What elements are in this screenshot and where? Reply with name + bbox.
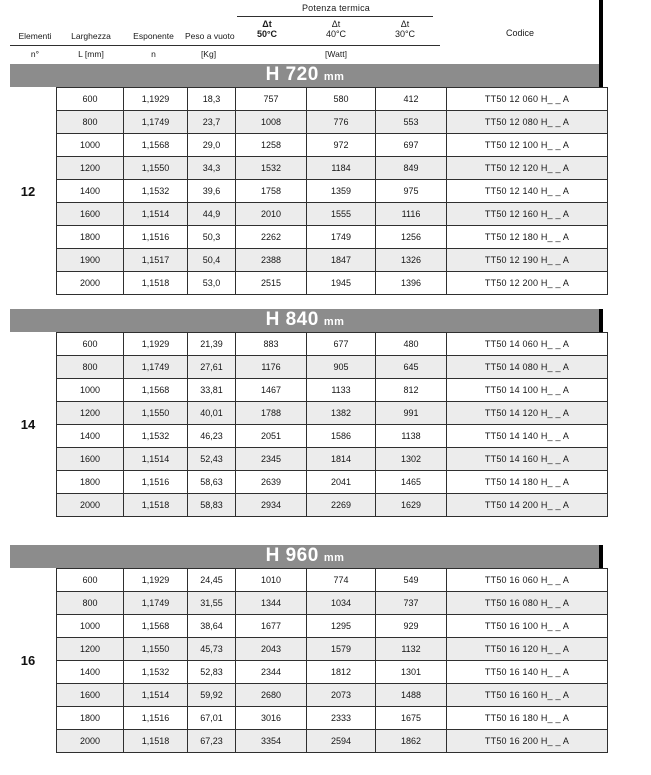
cell-esponente: 1,1516	[124, 226, 188, 249]
cell-codice: TT50 16 100 H_ _ A	[447, 615, 608, 638]
height-section	[0, 545, 651, 753]
cell-peso: 52,43	[188, 448, 236, 471]
cell-watt-50: 1788	[236, 402, 307, 425]
cell-esponente: 1,1550	[124, 402, 188, 425]
cell-peso: 18,3	[188, 88, 236, 111]
cell-codice: TT50 14 120 H_ _ A	[447, 402, 608, 425]
cell-peso: 58,83	[188, 494, 236, 517]
cell-esponente: 1,1517	[124, 249, 188, 272]
sections-container	[0, 64, 651, 753]
cell-peso: 21,39	[188, 333, 236, 356]
cell-larghezza: 1200	[57, 638, 124, 661]
edge-mark	[599, 545, 603, 568]
cell-watt-30: 1629	[376, 494, 447, 517]
table-row	[57, 226, 608, 249]
cell-peso: 40,01	[188, 402, 236, 425]
cell-codice: TT50 12 180 H_ _ A	[447, 226, 608, 249]
cell-codice: TT50 12 140 H_ _ A	[447, 180, 608, 203]
cell-larghezza: 1800	[57, 471, 124, 494]
cell-peso: 39,6	[188, 180, 236, 203]
cell-esponente: 1,1518	[124, 730, 188, 753]
cell-esponente: 1,1550	[124, 638, 188, 661]
cell-codice: TT50 14 180 H_ _ A	[447, 471, 608, 494]
cell-codice: TT50 16 080 H_ _ A	[447, 592, 608, 615]
cell-watt-40: 1555	[307, 203, 376, 226]
group-header-underline	[237, 16, 433, 17]
cell-larghezza: 1900	[57, 249, 124, 272]
column-header-dt30	[370, 19, 440, 39]
table-row	[57, 425, 608, 448]
cell-watt-50: 2262	[236, 226, 307, 249]
cell-esponente: 1,1749	[124, 111, 188, 134]
cell-watt-50: 2043	[236, 638, 307, 661]
cell-watt-40: 1184	[307, 157, 376, 180]
cell-watt-40: 2333	[307, 707, 376, 730]
table-row	[57, 448, 608, 471]
table-row	[57, 569, 608, 592]
cell-watt-40: 1359	[307, 180, 376, 203]
cell-larghezza: 600	[57, 88, 124, 111]
cell-watt-30: 975	[376, 180, 447, 203]
cell-watt-30: 929	[376, 615, 447, 638]
cell-watt-40: 1579	[307, 638, 376, 661]
table-row	[57, 134, 608, 157]
table-row	[57, 494, 608, 517]
dt30-value: 30°C	[394, 29, 416, 39]
column-unit-peso: [Kg]	[200, 49, 217, 59]
cell-peso: 34,3	[188, 157, 236, 180]
section-body	[0, 332, 651, 517]
cell-esponente: 1,1568	[124, 615, 188, 638]
cell-watt-50: 3016	[236, 707, 307, 730]
table-row	[57, 684, 608, 707]
cell-watt-50: 1008	[236, 111, 307, 134]
cell-codice: TT50 12 120 H_ _ A	[447, 157, 608, 180]
cell-codice: TT50 14 060 H_ _ A	[447, 333, 608, 356]
cell-peso: 23,7	[188, 111, 236, 134]
elements-count: 16	[20, 653, 36, 668]
cell-larghezza: 1000	[57, 379, 124, 402]
table-row	[57, 180, 608, 203]
cell-larghezza: 2000	[57, 272, 124, 295]
cell-watt-40: 2073	[307, 684, 376, 707]
cell-watt-50: 2051	[236, 425, 307, 448]
column-header-elementi: Elementi	[18, 31, 52, 41]
cell-codice: TT50 14 080 H_ _ A	[447, 356, 608, 379]
table-row	[57, 88, 608, 111]
cell-larghezza: 1400	[57, 661, 124, 684]
cell-watt-40: 1945	[307, 272, 376, 295]
column-header-peso: Peso a vuoto	[185, 31, 235, 41]
cell-watt-30: 1488	[376, 684, 447, 707]
cell-codice: TT50 16 160 H_ _ A	[447, 684, 608, 707]
cell-larghezza: 1600	[57, 203, 124, 226]
table-row	[57, 471, 608, 494]
cell-esponente: 1,1516	[124, 471, 188, 494]
table-row	[57, 730, 608, 753]
cell-esponente: 1,1518	[124, 272, 188, 295]
cell-watt-50: 2345	[236, 448, 307, 471]
cell-peso: 44,9	[188, 203, 236, 226]
cell-esponente: 1,1550	[124, 157, 188, 180]
cell-watt-40: 677	[307, 333, 376, 356]
column-header-larghezza: Larghezza	[71, 31, 111, 41]
cell-watt-40: 1133	[307, 379, 376, 402]
table-row	[57, 333, 608, 356]
height-section	[0, 309, 651, 517]
cell-codice: TT50 12 080 H_ _ A	[447, 111, 608, 134]
section-title: H 720	[265, 64, 319, 85]
cell-codice: TT50 16 200 H_ _ A	[447, 730, 608, 753]
cell-watt-30: 549	[376, 569, 447, 592]
table-row	[57, 661, 608, 684]
cell-peso: 46,23	[188, 425, 236, 448]
cell-codice: TT50 12 100 H_ _ A	[447, 134, 608, 157]
cell-watt-30: 812	[376, 379, 447, 402]
edge-mark	[599, 64, 603, 87]
cell-larghezza: 1800	[57, 707, 124, 730]
cell-watt-40: 1847	[307, 249, 376, 272]
cell-watt-30: 1675	[376, 707, 447, 730]
cell-watt-50: 757	[236, 88, 307, 111]
cell-watt-30: 1302	[376, 448, 447, 471]
table-row	[57, 356, 608, 379]
table-row	[57, 615, 608, 638]
table-row	[57, 111, 608, 134]
cell-watt-40: 1812	[307, 661, 376, 684]
cell-codice: TT50 14 160 H_ _ A	[447, 448, 608, 471]
cell-watt-50: 1344	[236, 592, 307, 615]
cell-watt-40: 580	[307, 88, 376, 111]
cell-peso: 45,73	[188, 638, 236, 661]
cell-esponente: 1,1749	[124, 592, 188, 615]
dt40-value: 40°C	[325, 29, 347, 39]
cell-esponente: 1,1518	[124, 494, 188, 517]
cell-larghezza: 800	[57, 592, 124, 615]
cell-codice: TT50 12 060 H_ _ A	[447, 88, 608, 111]
cell-watt-40: 2041	[307, 471, 376, 494]
cell-larghezza: 1600	[57, 684, 124, 707]
cell-larghezza: 1400	[57, 180, 124, 203]
table-row	[57, 203, 608, 226]
cell-larghezza: 1200	[57, 402, 124, 425]
cell-watt-50: 1258	[236, 134, 307, 157]
cell-watt-50: 1758	[236, 180, 307, 203]
cell-codice: TT50 16 140 H_ _ A	[447, 661, 608, 684]
cell-watt-50: 1532	[236, 157, 307, 180]
cell-codice: TT50 12 200 H_ _ A	[447, 272, 608, 295]
cell-watt-30: 991	[376, 402, 447, 425]
table-header	[0, 0, 651, 64]
cell-esponente: 1,1532	[124, 180, 188, 203]
header-divider-rule	[10, 45, 440, 46]
cell-codice: TT50 16 180 H_ _ A	[447, 707, 608, 730]
cell-esponente: 1,1929	[124, 333, 188, 356]
data-table	[56, 568, 608, 753]
cell-watt-50: 1677	[236, 615, 307, 638]
cell-watt-30: 645	[376, 356, 447, 379]
cell-larghezza: 600	[57, 569, 124, 592]
column-header-codice: Codice	[505, 28, 534, 38]
dt50-symbol: Δt	[262, 19, 272, 29]
cell-watt-50: 2344	[236, 661, 307, 684]
cell-watt-30: 1326	[376, 249, 447, 272]
cell-codice: TT50 12 190 H_ _ A	[447, 249, 608, 272]
cell-watt-30: 412	[376, 88, 447, 111]
table-row	[57, 402, 608, 425]
cell-esponente: 1,1532	[124, 425, 188, 448]
cell-peso: 59,92	[188, 684, 236, 707]
cell-watt-30: 1138	[376, 425, 447, 448]
cell-larghezza: 1000	[57, 615, 124, 638]
cell-peso: 33,81	[188, 379, 236, 402]
cell-larghezza: 1200	[57, 157, 124, 180]
cell-watt-50: 2515	[236, 272, 307, 295]
cell-codice: TT50 14 100 H_ _ A	[447, 379, 608, 402]
cell-peso: 50,3	[188, 226, 236, 249]
section-title-unit: mm	[323, 71, 345, 83]
cell-watt-50: 1176	[236, 356, 307, 379]
column-header-dt50	[232, 19, 302, 39]
cell-peso: 67,01	[188, 707, 236, 730]
cell-peso: 27,61	[188, 356, 236, 379]
cell-watt-50: 2639	[236, 471, 307, 494]
cell-esponente: 1,1514	[124, 684, 188, 707]
cell-larghezza: 2000	[57, 730, 124, 753]
cell-watt-50: 2680	[236, 684, 307, 707]
cell-watt-40: 776	[307, 111, 376, 134]
cell-watt-30: 737	[376, 592, 447, 615]
elements-count: 14	[20, 417, 36, 432]
cell-peso: 50,4	[188, 249, 236, 272]
cell-watt-30: 553	[376, 111, 447, 134]
column-header-esponente: Esponente	[133, 31, 174, 41]
section-title-unit: mm	[323, 552, 345, 564]
cell-watt-30: 1862	[376, 730, 447, 753]
cell-larghezza: 600	[57, 333, 124, 356]
cell-watt-40: 774	[307, 569, 376, 592]
cell-watt-30: 1132	[376, 638, 447, 661]
table-row	[57, 638, 608, 661]
cell-esponente: 1,1516	[124, 707, 188, 730]
table-row	[57, 379, 608, 402]
edge-mark	[599, 309, 603, 332]
cell-peso: 31,55	[188, 592, 236, 615]
potenza-termica-group-header: Potenza termica	[301, 3, 371, 13]
section-title: H 960	[265, 545, 319, 566]
height-section	[0, 64, 651, 295]
cell-codice: TT50 16 060 H_ _ A	[447, 569, 608, 592]
cell-larghezza: 800	[57, 356, 124, 379]
cell-watt-50: 1010	[236, 569, 307, 592]
section-banner	[10, 545, 600, 568]
cell-watt-30: 480	[376, 333, 447, 356]
cell-codice: TT50 14 140 H_ _ A	[447, 425, 608, 448]
cell-watt-50: 2934	[236, 494, 307, 517]
cell-watt-40: 2594	[307, 730, 376, 753]
table-row	[57, 592, 608, 615]
table-row	[57, 249, 608, 272]
cell-watt-40: 1814	[307, 448, 376, 471]
cell-watt-40: 1586	[307, 425, 376, 448]
cell-esponente: 1,1532	[124, 661, 188, 684]
cell-watt-30: 1301	[376, 661, 447, 684]
column-unit-watt: [Watt]	[325, 49, 347, 59]
data-table	[56, 87, 608, 295]
table-row	[57, 272, 608, 295]
cell-watt-40: 1749	[307, 226, 376, 249]
cell-watt-50: 3354	[236, 730, 307, 753]
cell-peso: 52,83	[188, 661, 236, 684]
column-unit-esponente: n	[151, 49, 156, 59]
section-banner	[10, 309, 600, 332]
section-title: H 840	[265, 309, 319, 330]
cell-codice: TT50 14 200 H_ _ A	[447, 494, 608, 517]
cell-larghezza: 800	[57, 111, 124, 134]
cell-watt-40: 1295	[307, 615, 376, 638]
dt30-symbol: Δt	[400, 19, 410, 29]
data-table	[56, 332, 608, 517]
cell-watt-40: 1382	[307, 402, 376, 425]
cell-codice: TT50 16 120 H_ _ A	[447, 638, 608, 661]
cell-esponente: 1,1514	[124, 203, 188, 226]
cell-watt-50: 2388	[236, 249, 307, 272]
cell-watt-40: 2269	[307, 494, 376, 517]
table-row	[57, 707, 608, 730]
page-edge-mark	[599, 0, 603, 65]
cell-esponente: 1,1568	[124, 379, 188, 402]
cell-esponente: 1,1568	[124, 134, 188, 157]
section-body	[0, 87, 651, 295]
cell-peso: 38,64	[188, 615, 236, 638]
section-title-unit: mm	[323, 316, 345, 328]
cell-peso: 24,45	[188, 569, 236, 592]
cell-watt-40: 972	[307, 134, 376, 157]
cell-esponente: 1,1929	[124, 88, 188, 111]
column-unit-larghezza: L [mm]	[78, 49, 104, 59]
cell-peso: 67,23	[188, 730, 236, 753]
cell-peso: 29,0	[188, 134, 236, 157]
column-header-dt40	[302, 19, 370, 39]
cell-codice: TT50 12 160 H_ _ A	[447, 203, 608, 226]
dt50-value: 50°C	[256, 29, 278, 39]
cell-watt-40: 1034	[307, 592, 376, 615]
cell-watt-30: 849	[376, 157, 447, 180]
cell-watt-50: 2010	[236, 203, 307, 226]
section-banner	[10, 64, 600, 87]
cell-esponente: 1,1514	[124, 448, 188, 471]
column-unit-elementi: n°	[30, 49, 40, 59]
table-row	[57, 157, 608, 180]
cell-peso: 58,63	[188, 471, 236, 494]
cell-watt-30: 1396	[376, 272, 447, 295]
cell-watt-30: 1256	[376, 226, 447, 249]
cell-watt-30: 697	[376, 134, 447, 157]
cell-larghezza: 1800	[57, 226, 124, 249]
cell-larghezza: 1600	[57, 448, 124, 471]
cell-watt-30: 1465	[376, 471, 447, 494]
cell-esponente: 1,1749	[124, 356, 188, 379]
section-body	[0, 568, 651, 753]
cell-watt-50: 1467	[236, 379, 307, 402]
cell-watt-50: 883	[236, 333, 307, 356]
cell-esponente: 1,1929	[124, 569, 188, 592]
dt40-symbol: Δt	[331, 19, 341, 29]
elements-count: 12	[20, 183, 36, 199]
cell-watt-40: 905	[307, 356, 376, 379]
cell-larghezza: 1000	[57, 134, 124, 157]
cell-larghezza: 1400	[57, 425, 124, 448]
cell-watt-30: 1116	[376, 203, 447, 226]
cell-peso: 53,0	[188, 272, 236, 295]
cell-larghezza: 2000	[57, 494, 124, 517]
